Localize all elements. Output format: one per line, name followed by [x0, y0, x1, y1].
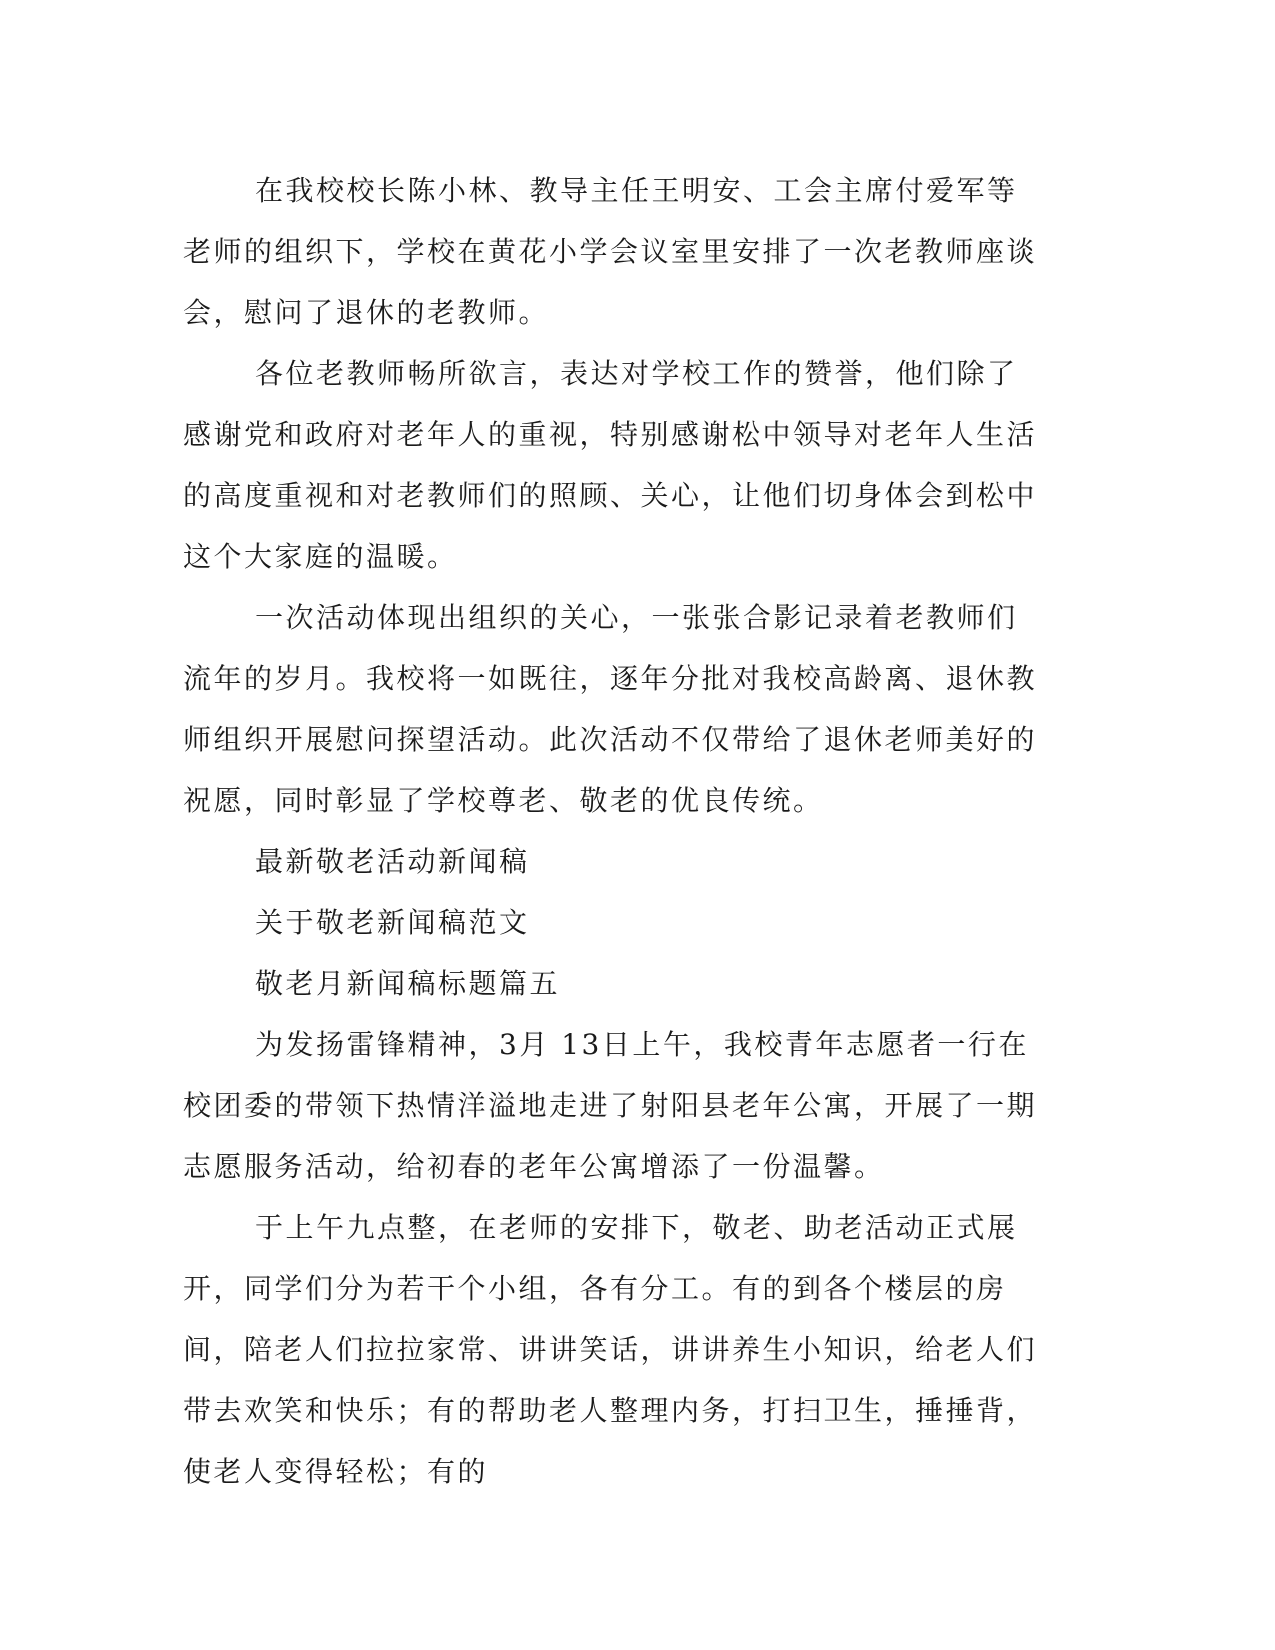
section-heading: 关于敬老新闻稿范文	[255, 906, 530, 939]
body-paragraph: 于上午九点整，在老师的安排下，敬老、助老活动正式展开，同学们分为若干个小组，各有分工。有的到各个楼层的房间，陪老人们拉拉家常、讲讲笑话，讲讲养生小知识，给老人们带去欢笑和快乐；有的帮助老人整理内务，打扫卫生，捶捶背，使老人变得轻松；有的	[183, 1211, 1038, 1488]
document-body	[183, 160, 1043, 1502]
body-paragraph: 各位老教师畅所欲言，表达对学校工作的赞誉，他们除了感谢党和政府对老年人的重视，特别感谢松中领导对老年人生活的高度重视和对老教师们的照顾、关心，让他们切身体会到松中这个大家庭的温暖。	[183, 357, 1038, 573]
body-paragraph: 为发扬雷锋精神，3月 13日上午，我校青年志愿者一行在校团委的带领下热情洋溢地走进了射阳县老年公寓，开展了一期志愿服务活动，给初春的老年公寓增添了一份温馨。	[183, 1028, 1038, 1183]
section-heading: 最新敬老活动新闻稿	[255, 845, 530, 878]
section-heading: 敬老月新闻稿标题篇五	[255, 967, 561, 1000]
body-paragraph: 在我校校长陈小林、教导主任王明安、工会主席付爱军等老师的组织下，学校在黄花小学会议室里安排了一次老教师座谈会，慰问了退休的老教师。	[183, 174, 1038, 329]
body-paragraph: 一次活动体现出组织的关心，一张张合影记录着老教师们流年的岁月。我校将一如既往，逐年分批对我校高龄离、退休教师组织开展慰问探望活动。此次活动不仅带给了退休老师美好的祝愿，同时彰显了学校尊老、敬老的优良传统。	[183, 601, 1038, 817]
